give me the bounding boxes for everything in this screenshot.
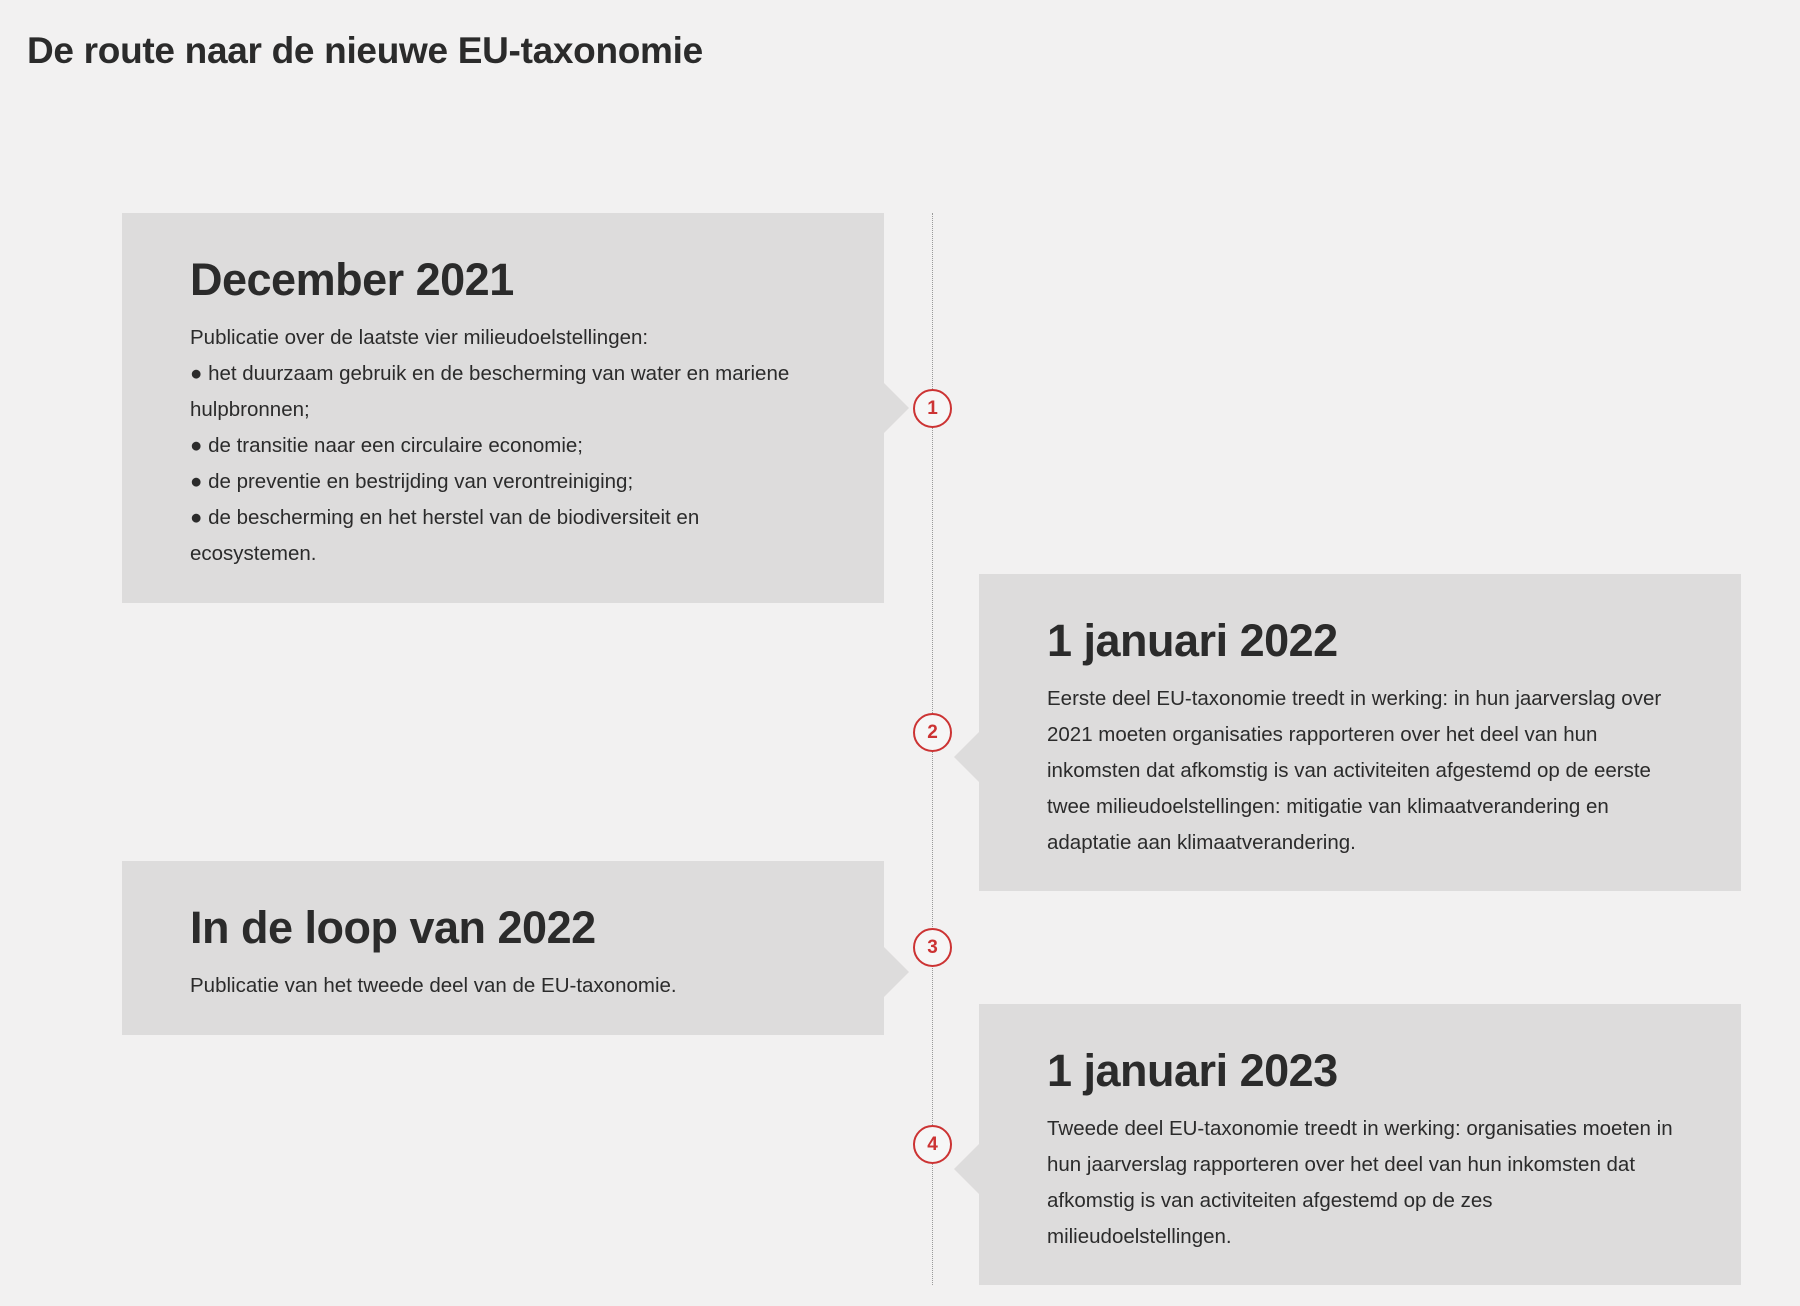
card-date: 1 januari 2022 [1047,615,1338,666]
card-text [1047,1111,1675,1255]
bullet-list [190,356,818,572]
timeline-marker-1: 1 [913,389,952,428]
timeline-card-december-2021 [122,213,884,603]
card-text [190,968,818,1004]
card-text [190,320,818,572]
card-text [1047,681,1675,861]
list-item: ● de transitie naar een circulaire economie; [190,433,583,457]
timeline-card-januari-2023 [979,1004,1741,1285]
timeline-card-januari-2022 [979,574,1741,891]
timeline-marker-3: 3 [913,928,952,967]
card-intro: Publicatie over de laatste vier milieudoelstellingen: [190,325,649,349]
card-description: Publicatie van het tweede deel van de EU-taxonomie. [190,973,677,997]
timeline-marker-4: 4 [913,1125,952,1164]
list-item: ● de bescherming en het herstel van de biodiversiteit en ecosystemen. [190,505,700,565]
card-date: 1 januari 2023 [1047,1045,1338,1096]
list-item: ● de preventie en bestrijding van verontreiniging; [190,469,634,493]
list-item: ● het duurzaam gebruik en de bescherming van water en mariene hulpbronnen; [190,361,790,421]
timeline-card-loop-van-2022 [122,861,884,1035]
card-description: Tweede deel EU-taxonomie treedt in werking: organisaties moeten in hun jaarverslag rapporteren over het deel van hun inkomsten dat afkomstig is van activiteiten afgestemd op de zes milieudoelstellingen. [1047,1116,1673,1248]
card-date: In de loop van 2022 [190,902,596,953]
page-title: De route naar de nieuwe EU-taxonomie [27,30,703,71]
timeline-marker-2: 2 [913,713,952,752]
card-description: Eerste deel EU-taxonomie treedt in werking: in hun jaarverslag over 2021 moeten organisaties rapporteren over het deel van hun inkomsten dat afkomstig is van activiteiten afgestemd op de eerste twee milieudoelstellingen: mitigatie van klimaatverandering en adaptatie aan klimaatverandering. [1047,686,1662,854]
card-date: December 2021 [190,254,514,305]
